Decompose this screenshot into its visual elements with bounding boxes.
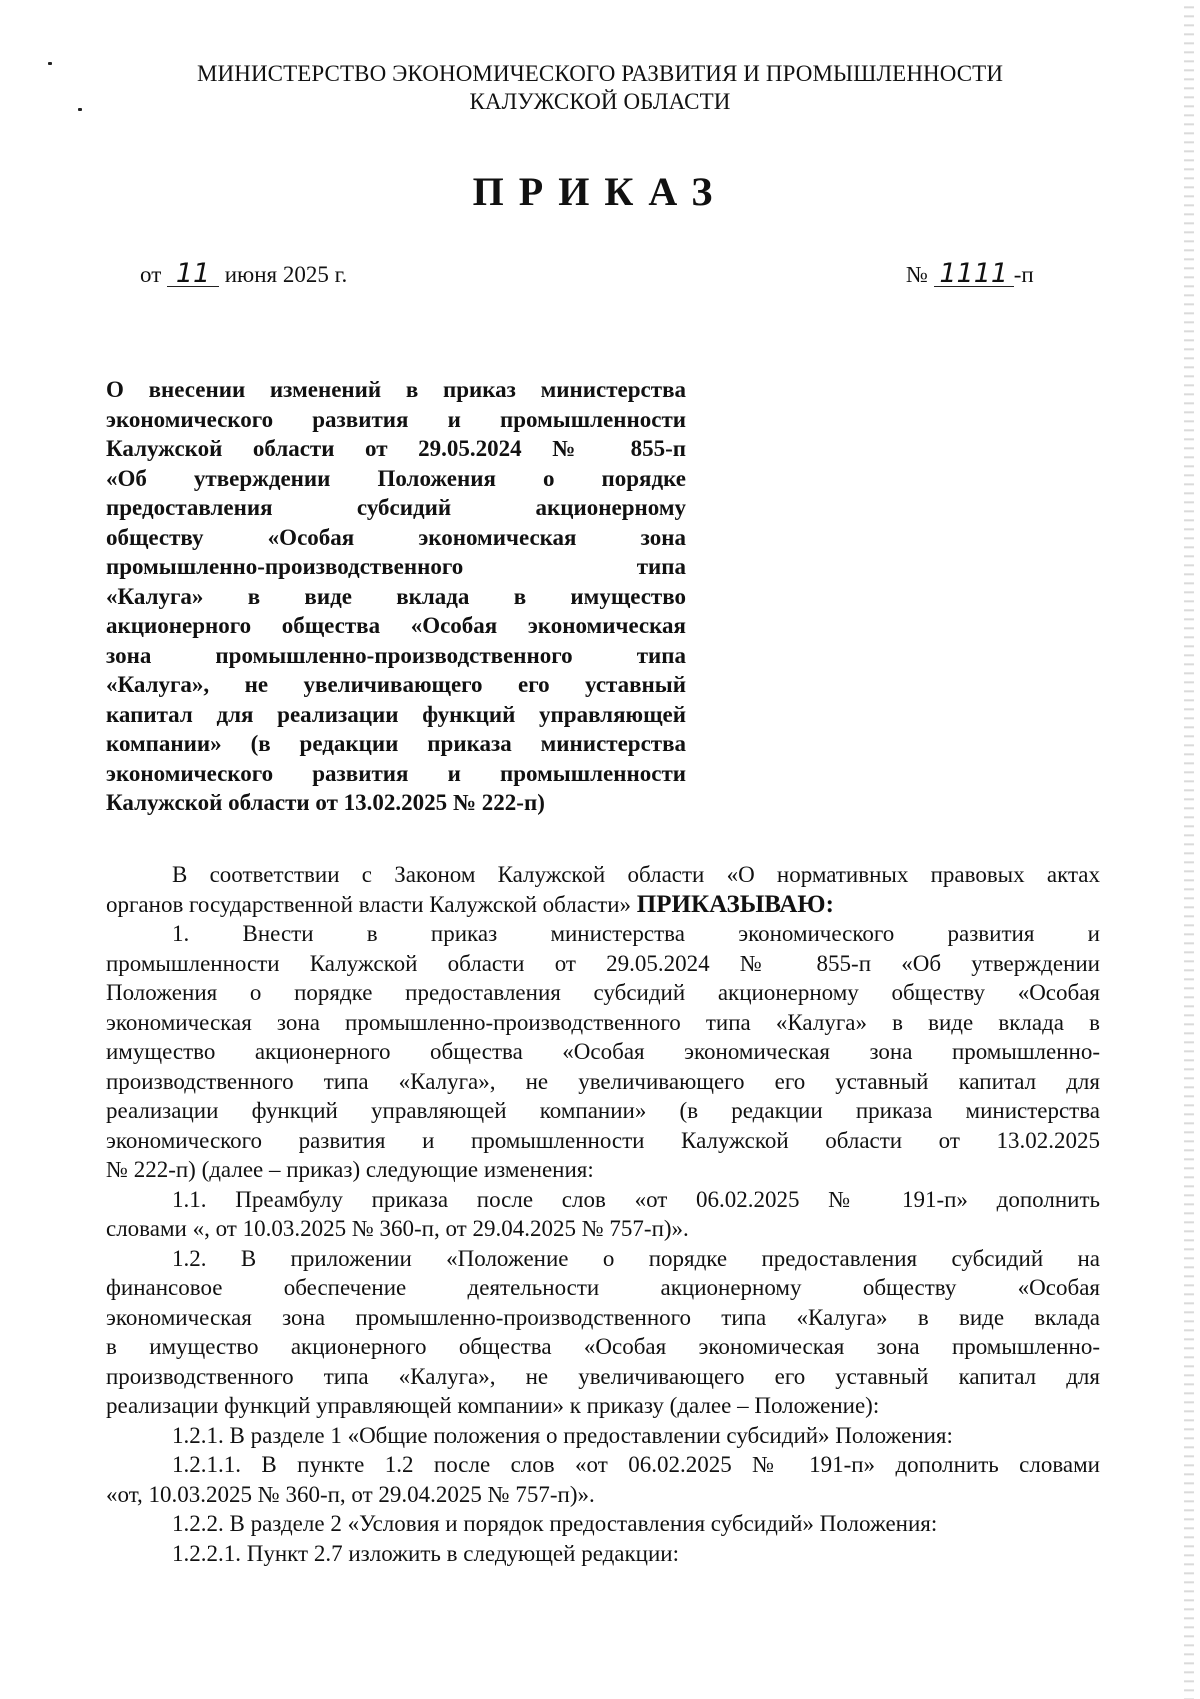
body-line: 1.2.1. В разделе 1 «Общие положения о предоставлении субсидий» Положения: [172, 1422, 953, 1448]
subject-line: компании» (в редакции приказа министерства [106, 731, 686, 756]
scan-speck [78, 108, 82, 111]
body-intro-line: В соответствии с Законом Калужской области «О нормативных правовых актах [172, 862, 1100, 887]
body-line: № 222-п) (далее – приказ) следующие изменения: [106, 1157, 594, 1182]
body-line: 1.2. В приложении «Положение о порядке предоставления субсидий на [172, 1245, 1100, 1271]
date-prefix: от [140, 262, 162, 287]
order-date [140, 258, 348, 289]
subject-line: акционерного общества «Особая экономическая [106, 613, 686, 638]
subject-line: «Об утверждении Положения о порядке [106, 465, 686, 491]
subject-line: обществу «Особая экономическая зона [106, 524, 686, 550]
body-line: словами «, от 10.03.2025 № 360-п, от 29.04.2025 № 757-п)». [106, 1216, 689, 1241]
ministry-name-line2: КАЛУЖСКОЙ ОБЛАСТИ [469, 89, 731, 114]
date-rest: июня 2025 г. [224, 262, 348, 287]
document-title: ПРИКАЗ [472, 169, 728, 214]
body-intro-line [106, 890, 1100, 920]
body-line: 1. Внести в приказ министерства экономического развития и [172, 921, 1100, 946]
handwritten-number: 1111 [934, 262, 1014, 287]
subject-line: «Калуга», не увеличивающего его уставный [106, 672, 686, 697]
body-line: экономического развития и промышленности Калужской области от 13.02.2025 [106, 1127, 1100, 1153]
order-number [906, 258, 1034, 289]
subject-line: «Калуга» в виде вклада в имущество [106, 583, 686, 609]
number-prefix: № [906, 262, 928, 287]
subject-line: капитал для реализации функций управляющей [106, 701, 686, 727]
body-line: финансовое обеспечение деятельности акционерному обществу «Особая [106, 1275, 1100, 1300]
order-body [106, 860, 1100, 1568]
ministry-name-line1: МИНИСТЕРСТВО ЭКОНОМИЧЕСКОГО РАЗВИТИЯ И ПРОМЫШЛЕННОСТИ [196, 61, 1004, 86]
scan-speck [48, 62, 52, 65]
order-command: ПРИКАЗЫВАЮ: [636, 890, 834, 918]
subject-line: предоставления субсидий акционерному [106, 495, 686, 520]
body-line: «от, 10.03.2025 № 360-п, от 29.04.2025 № 757-п)». [106, 1481, 595, 1507]
body-line: производственного типа «Калуга», не увеличивающего его уставный капитал для [106, 1363, 1100, 1389]
body-line: имущество акционерного общества «Особая экономическая зона промышленно- [106, 1039, 1100, 1064]
body-line: 1.2.2.1. Пункт 2.7 изложить в следующей редакции: [172, 1540, 679, 1566]
body-line: промышленности Калужской области от 29.05.2024 № 855-п «Об утверждении [106, 950, 1100, 976]
body-line: 1.2.1.1. В пункте 1.2 после слов «от 06.02.2025 № 191-п» дополнить словами [172, 1452, 1100, 1477]
number-suffix: -п [1013, 262, 1034, 287]
body-line: 1.1. Преамбулу приказа после слов «от 06.02.2025 № 191-п» дополнить [172, 1186, 1100, 1212]
subject-line: О внесении изменений в приказ министерства [106, 377, 686, 402]
subject-line: экономического развития и промышленности [106, 406, 686, 432]
scan-edge-artifact [1184, 0, 1194, 1699]
body-line: реализации функций управляющей компании» к приказу (далее – Положение): [106, 1393, 880, 1418]
body-line: реализации функций управляющей компании» (в редакции приказа министерства [106, 1098, 1100, 1123]
body-line: производственного типа «Калуга», не увеличивающего его уставный капитал для [106, 1068, 1100, 1094]
body-line: экономическая зона промышленно-производственного типа «Калуга» в виде вклада [106, 1304, 1100, 1330]
subject-line: Калужской области от 29.05.2024 № 855-п [106, 436, 686, 461]
subject-line: зона промышленно-производственного типа [106, 642, 686, 668]
body-intro-text: органов государственной власти Калужской области» [106, 891, 632, 917]
body-line: в имущество акционерного общества «Особая экономическая зона промышленно- [106, 1334, 1100, 1359]
order-subject [106, 375, 686, 818]
ministry-header [100, 60, 1100, 116]
body-line: экономическая зона промышленно-производственного типа «Калуга» в виде вклада в [106, 1009, 1100, 1035]
body-line: Положения о порядке предоставления субсидий акционерному обществу «Особая [106, 980, 1100, 1005]
subject-line: промышленно-производственного типа [106, 554, 686, 579]
subject-line: экономического развития и промышленности [106, 760, 686, 786]
handwritten-day: 11 [167, 262, 219, 287]
subject-line: Калужской области от 13.02.2025 № 222-п) [106, 790, 545, 815]
body-line: 1.2.2. В разделе 2 «Условия и порядок предоставления субсидий» Положения: [172, 1511, 938, 1536]
